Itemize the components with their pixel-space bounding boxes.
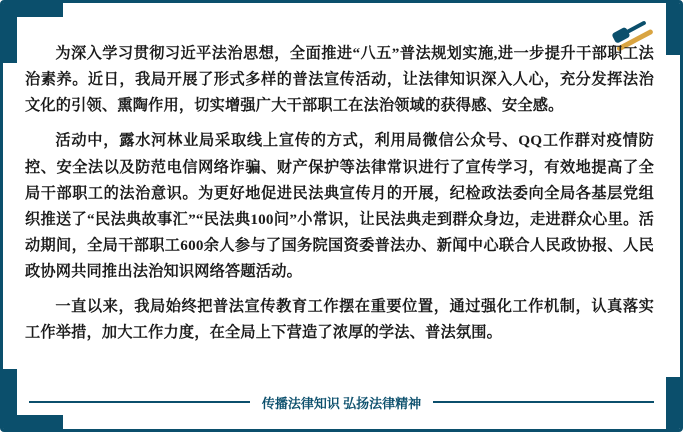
paragraph-3: 一直以来，我局始终把普法宣传教育工作摆在重要位置，通过强化工作机制，认真落实工作举措，加大工作力度，在全局上下营造了浓厚的学法、普法氛围。 bbox=[25, 298, 654, 342]
footer-banner bbox=[29, 389, 654, 415]
paragraph-2: 活动中，露水河林业局采取线上宣传的方式，利用局微信公众号、QQ工作群对疫情防控、安全法以及防范电信网络诈骗、财产保护等法律常识进行了宣传学习，有效地提高了全局干部职工的法治意识。为更好地促进民法典宣传月的开展，纪检政法委向全局各基层党组织推送了“民法典故事汇”“民法典100问”小常识，让民法典走到群众身边，走进群众心里。活动期间，全局干部职工600余人参与了国务院国资委普法办、新闻中心联合人民政协报、人民政协网共同推出法治知识网络答题活动。 bbox=[25, 132, 654, 281]
footer-slogan: 传播法律知识 弘扬法律精神 bbox=[261, 395, 422, 411]
paragraph-1: 为深入学习贯彻习近平法治思想，全面推进“八五”普法规划实施,进一步提升干部职工法治素养。近日，我局开展了形式多样的普法宣传活动，让法律知识深入人心，充分发挥法治文化的引领、熏陶作用，切实增强广大干部职工在法治领域的获得感、安全感。 bbox=[25, 45, 654, 115]
footer-rule-right bbox=[433, 401, 654, 403]
corner-accent-top-left-horizontal bbox=[3, 3, 63, 17]
footer-rule-left bbox=[29, 401, 250, 403]
corner-accent-top-right bbox=[666, 3, 680, 55]
corner-accent-bottom-right bbox=[666, 377, 680, 429]
document-body bbox=[25, 41, 654, 377]
corner-accent-bottom-left-horizontal bbox=[3, 415, 63, 429]
